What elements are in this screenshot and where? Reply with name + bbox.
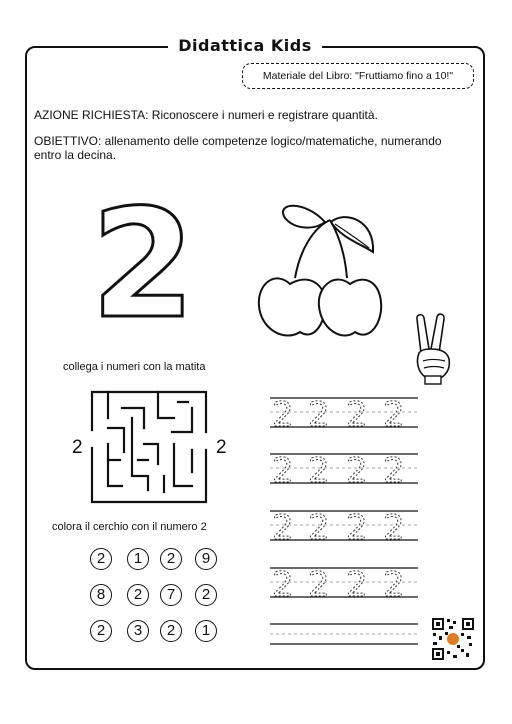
maze-right-number: 2 (216, 437, 227, 458)
svg-text:2: 2 (383, 395, 405, 435)
number-circle[interactable]: 2 (90, 620, 112, 642)
number-circle[interactable]: 8 (90, 584, 112, 606)
hand-two-fingers-icon (413, 313, 453, 385)
cherries-icon (255, 200, 385, 340)
svg-text:2: 2 (308, 451, 330, 491)
number-circle[interactable]: 2 (195, 584, 217, 606)
number-circle[interactable]: 3 (127, 620, 149, 642)
tracing-area[interactable] (266, 390, 426, 650)
svg-text:2: 2 (346, 451, 368, 491)
svg-text:2: 2 (272, 508, 294, 548)
big-number-text: 2 (90, 178, 196, 352)
maze-caption: collega i numeri con la matita (63, 361, 206, 373)
maze-left-number: 2 (72, 437, 83, 458)
svg-text:2: 2 (308, 395, 330, 435)
svg-text:2: 2 (383, 565, 405, 605)
svg-text:2: 2 (346, 565, 368, 605)
brand-logo: Didattica Kids (168, 34, 322, 58)
number-circle[interactable]: 7 (160, 584, 182, 606)
number-circle[interactable]: 1 (127, 548, 149, 570)
svg-text:2: 2 (346, 395, 368, 435)
svg-text:2: 2 (346, 508, 368, 548)
number-circle[interactable]: 9 (195, 548, 217, 570)
svg-text:2: 2 (383, 508, 405, 548)
number-circle[interactable]: 1 (195, 620, 217, 642)
svg-text:2: 2 (272, 395, 294, 435)
qr-code-icon[interactable] (431, 617, 475, 661)
circles-caption: colora il cerchio con il numero 2 (52, 521, 207, 533)
svg-text:2: 2 (308, 565, 330, 605)
action-text: AZIONE RICHIESTA: Riconoscere i numeri e registrare quantità. (34, 108, 378, 122)
number-circle[interactable]: 2 (160, 548, 182, 570)
svg-text:2: 2 (272, 565, 294, 605)
number-circle[interactable]: 2 (160, 620, 182, 642)
number-circle[interactable]: 2 (90, 548, 112, 570)
big-number (88, 178, 198, 352)
maze[interactable] (88, 388, 210, 506)
svg-text:2: 2 (272, 451, 294, 491)
number-circle[interactable]: 2 (127, 584, 149, 606)
material-label: Materiale del Libro: "Fruttiamo fino a 10!" (242, 63, 474, 89)
svg-text:2: 2 (308, 508, 330, 548)
svg-text:2: 2 (383, 451, 405, 491)
goal-text: OBIETTIVO: allenamento delle competenze logico/matematiche, numerando entro la decina. (34, 134, 442, 162)
